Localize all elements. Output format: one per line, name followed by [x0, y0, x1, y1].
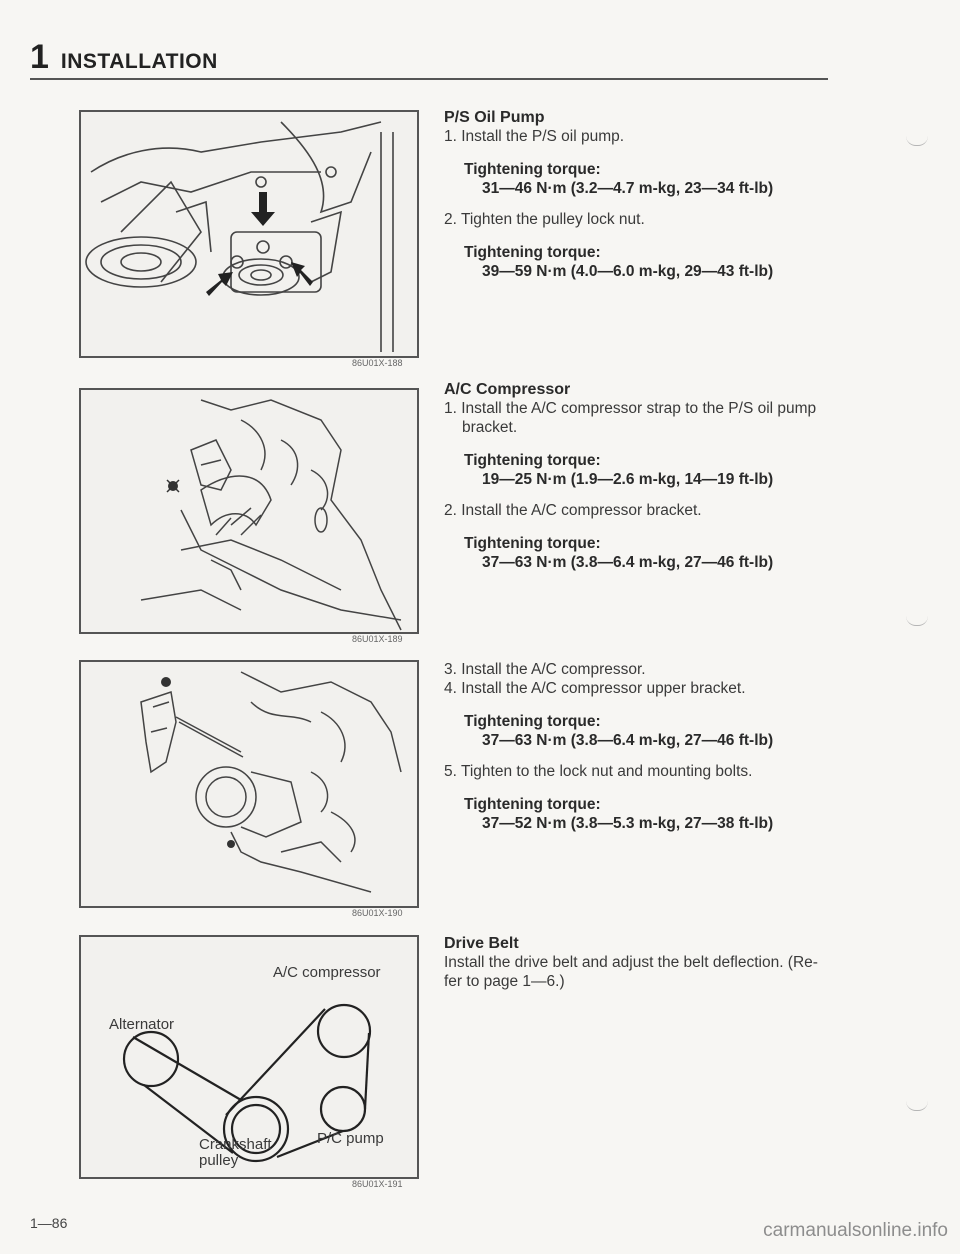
torque-spec [444, 243, 844, 281]
torque-label: Tightening torque: [464, 452, 601, 469]
torque-label: Tightening torque: [464, 161, 601, 178]
figure-code: 86U01X-188 [352, 358, 403, 368]
label-crankshaft-pulley: pulley [199, 1152, 239, 1169]
label-crankshaft: Crankshaft [199, 1136, 272, 1153]
step-text: 4. Install the A/C compressor upper bracket. [444, 680, 746, 697]
ps-oil-pump-illustration [81, 112, 417, 356]
step-text: 2. Tighten the pulley lock nut. [444, 211, 645, 228]
torque-spec [444, 795, 844, 833]
torque-value: 37—52 N·m (3.8—5.3 m-kg, 27—38 ft-lb) [482, 815, 774, 832]
ac-strap-illustration [81, 390, 417, 632]
binder-mark [906, 1100, 928, 1111]
torque-spec [444, 451, 844, 489]
section-number: 1 [30, 38, 49, 76]
ac-compressor-illustration [81, 662, 417, 906]
drive-belt-diagram [81, 937, 417, 1177]
watermark: carmanualsonline.info [763, 1220, 948, 1241]
label-alternator: Alternator [109, 1016, 175, 1033]
page-number: 1—86 [30, 1215, 68, 1231]
figure-code: 86U01X-191 [352, 1179, 403, 1189]
binder-mark [906, 615, 928, 626]
torque-value: 37—63 N·m (3.8—6.4 m-kg, 27—46 ft-lb) [482, 732, 774, 749]
section-ac-compressor-cont [444, 660, 844, 833]
figure-code: 86U01X-189 [352, 634, 403, 644]
heading-drive-belt: Drive Belt [444, 935, 519, 952]
heading-ps-oil-pump: P/S Oil Pump [444, 109, 545, 126]
torque-value: 19—25 N·m (1.9—2.6 m-kg, 14—19 ft-lb) [482, 471, 774, 488]
step-text: bracket. [462, 419, 518, 436]
torque-label: Tightening torque: [464, 244, 601, 261]
torque-value: 39—59 N·m (4.0—6.0 m-kg, 29—43 ft-lb) [482, 263, 774, 280]
torque-spec [444, 534, 844, 572]
torque-value: 37—63 N·m (3.8—6.4 m-kg, 27—46 ft-lb) [482, 554, 774, 571]
section-ps-oil-pump [444, 108, 844, 281]
header-rule [30, 78, 828, 80]
section-title: INSTALLATION [60, 50, 218, 73]
torque-label: Tightening torque: [464, 796, 601, 813]
heading-ac-compressor: A/C Compressor [444, 381, 571, 398]
step-text: 2. Install the A/C compressor bracket. [444, 502, 702, 519]
step-text: 3. Install the A/C compressor. [444, 661, 646, 678]
figure-ac-strap [79, 388, 419, 634]
label-pc-pump: P/C pump [317, 1130, 384, 1147]
page-header [30, 40, 218, 74]
drive-belt-text: fer to page 1—6.) [444, 973, 565, 990]
step-text: 1. Install the P/S oil pump. [444, 128, 625, 145]
torque-spec [444, 160, 844, 198]
step-text: 5. Tighten to the lock nut and mounting bolts. [444, 763, 753, 780]
torque-value: 31—46 N·m (3.2—4.7 m-kg, 23—34 ft-lb) [482, 180, 774, 197]
figure-drive-belt [79, 935, 419, 1179]
step-text: 1. Install the A/C compressor strap to the P/S oil pump [444, 400, 817, 417]
section-drive-belt [444, 934, 844, 991]
torque-label: Tightening torque: [464, 535, 601, 552]
binder-mark [906, 135, 928, 146]
label-ac-compressor: A/C compressor [273, 964, 381, 981]
torque-spec [444, 712, 844, 750]
section-ac-compressor [444, 380, 844, 572]
figure-code: 86U01X-190 [352, 908, 403, 918]
figure-ac-compressor [79, 660, 419, 908]
drive-belt-text: Install the drive belt and adjust the belt deflection. (Re- [444, 954, 818, 971]
torque-label: Tightening torque: [464, 713, 601, 730]
figure-ps-oil-pump [79, 110, 419, 358]
